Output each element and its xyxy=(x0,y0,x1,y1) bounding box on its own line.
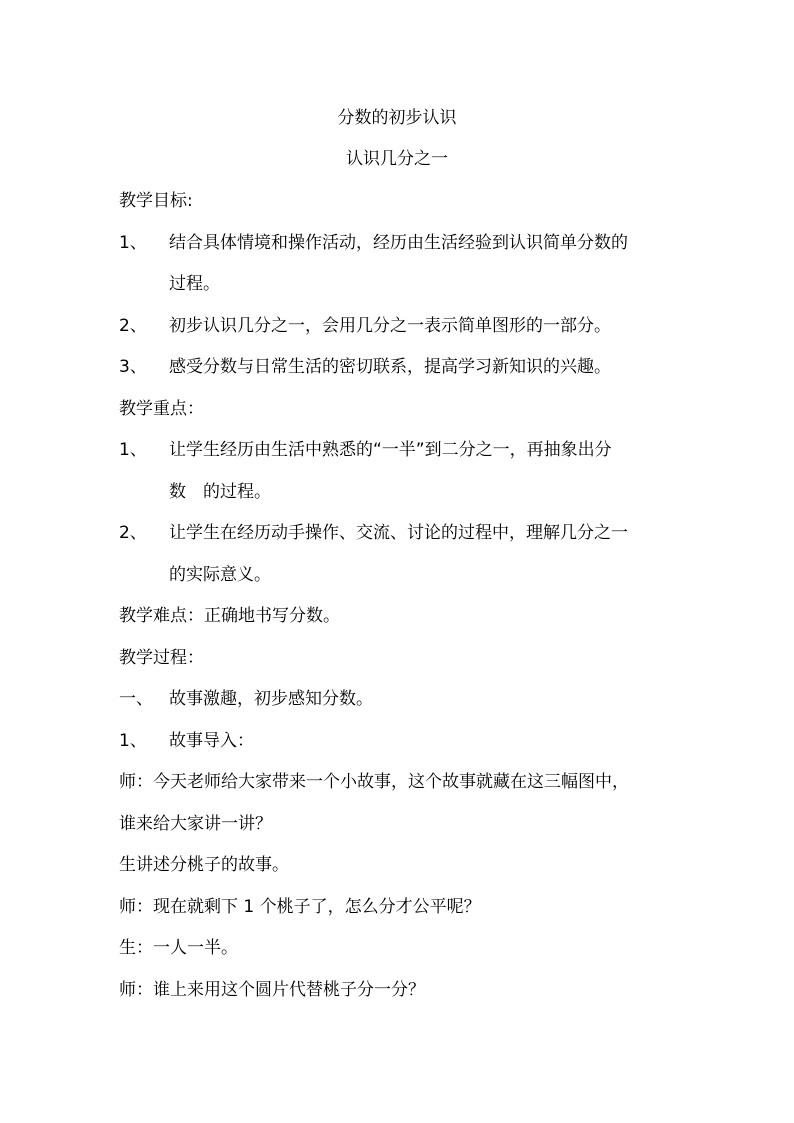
text-line: 师：谁上来用这个圆片代替桃子分一分？ xyxy=(119,979,425,1000)
text-line: 3、 感受分数与日常生活的密切联系，提高学习新知识的兴趣。 xyxy=(119,357,611,377)
document-subtitle: 认识几分之一 xyxy=(346,149,448,169)
list-number: 1、 xyxy=(119,232,147,253)
text-line: 1、 让学生经历由生活中熟悉的“一半”到二分之一，再抽象出分 xyxy=(119,440,612,460)
text-line: 生讲述分桃子的故事。 xyxy=(119,855,289,875)
text-line: 一、 故事激趣，初步感知分数。 xyxy=(119,689,373,709)
text-line: 生：一人一半。 xyxy=(119,938,238,958)
list-number: 3、 xyxy=(119,357,147,377)
text-line: 教学难点：正确地书写分数。 xyxy=(119,606,340,626)
text-line: 教学重点： xyxy=(119,398,204,419)
document-title: 分数的初步认识 xyxy=(337,108,457,128)
list-number: 1、 xyxy=(119,730,147,751)
text-line: 1、 结合具体情境和操作活动，经历由生活经验到认识简单分数的 xyxy=(119,232,628,253)
text-line: 教学过程： xyxy=(119,647,204,668)
text-line: 过程。 xyxy=(169,274,220,294)
text-line: 的实际意义。 xyxy=(169,564,271,585)
text-line: 2、 让学生在经历动手操作、交流、讨论的过程中，理解几分之一 xyxy=(119,523,628,543)
list-number: 2、 xyxy=(119,315,147,336)
text-line: 数 的过程。 xyxy=(169,481,271,502)
document-body xyxy=(119,190,689,1020)
list-number: 一、 xyxy=(119,689,153,709)
text-line: 1、 故事导入： xyxy=(119,730,254,751)
text-line: 师：现在就剩下 1 个桃子了，怎么分才公平呢？ xyxy=(119,896,481,917)
list-number: 1、 xyxy=(119,440,147,460)
text-line: 谁来给大家讲一讲？ xyxy=(119,813,272,834)
text-line: 师：今天老师给大家带来一个小故事，这个故事就藏在这三幅图中， xyxy=(119,772,629,792)
list-number: 2、 xyxy=(119,523,147,543)
text-line: 教学目标: xyxy=(119,191,193,211)
text-line: 2、 初步认识几分之一，会用几分之一表示简单图形的一部分。 xyxy=(119,315,611,336)
